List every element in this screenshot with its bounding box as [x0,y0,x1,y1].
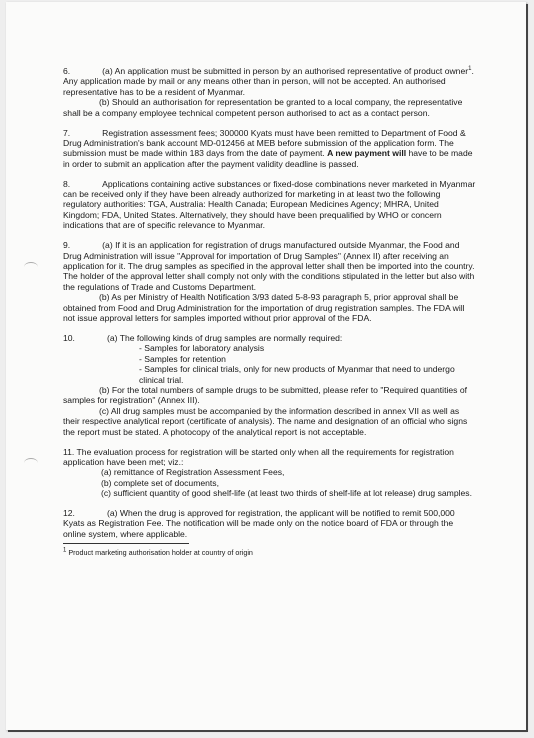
punch-hole-mark [24,458,38,468]
paragraph-8-text: Applications containing active substances or fixed-dose combinations never marketed in Myanmar can be received only if they have been already authorized for marketing in at least two the following regulatory authorities: TGA, Australia: Health Canada; European Medicines Agency; MHRA, United Kingdom; FDA, United States. Alternatively, they should have been prequalified by WHO or concern indications that are of specific relevance to Myanmar. [63,178,476,231]
list-item: - Samples for laboratory analysis [139,343,265,354]
paragraph-10a: (a) The following kinds of drug samples are normally required: [106,332,343,343]
page-edge-right [526,4,528,732]
paragraph-6b: (b) Should an authorisation for representation be granted to a local company, the representative shall be a company employee technical competent person authorised to act as a contact person. [63,97,463,118]
list-item: (a) remittance of Registration Assessment Fees, [101,467,285,478]
paragraph-10b: (b) For the total numbers of sample drugs to be submitted, please refer to "Required quantities of samples for registration" (Annex III). [63,384,467,406]
paragraph-number: 10. [63,332,75,343]
paragraph-11-text: 11. The evaluation process for registration will be started only when all the requirements for registration application have been met; viz.: [63,446,454,467]
list-item: - Samples for clinical trials, only for new products of Myanmar that need to undergo clinical trial. [139,364,455,385]
footnote-ref: 1 [468,66,472,73]
paragraph-9a: (a) If it is an application for registration of drugs manufactured outside Myanmar, the Food and Drug Administration will issue "Approval for importation of Drug Samples" (Annex II) after receiving an application for it. The drug samples as specified in the approval letter shall then be imported into the country. The holder of the approval letter shall comply not only with the conditions stipulated in the letter but also with the regulations of Trade and Customs Department. [63,240,475,292]
paragraph-8 [63,179,477,231]
paragraph-number: 12. [63,508,75,519]
page-edge-bottom [8,730,528,732]
footnote-divider [63,543,189,544]
paragraph-number: 7. [63,127,71,138]
paragraph-12a: (a) When the drug is approved for registration, the applicant will be notified to remit 500,000 Kyats as Registration Fee. The notification will be made only on the notice board of FDA or through the online system, where applicable. [63,508,455,539]
paragraph-number: 6. [63,66,71,76]
paragraph-12 [63,508,477,539]
list-item: - Samples for retention [139,353,226,364]
list-item: (b) complete set of documents, [101,477,219,488]
paragraph-10c: (c) All drug samples must be accompanied by the information described in annex VII as well as their respective analytical report (certificate of analysis). The name and designation of an official who signs the report must be stated. A photocopy of the analytical report is not acceptable. [63,405,468,437]
footnote-number: 1 [63,547,67,554]
paragraph-7 [63,128,477,170]
paragraph-7-bold: A new payment will [327,148,407,159]
paragraph-9b: (b) As per Ministry of Health Notification 3/93 dated 5-8-93 paragraph 5, prior approval shall be obtained from Food and Drug Administration for the importation of drug registration samples. The FDA will not issue approval letters for samples imported without prior approval of the FDA. [63,292,465,324]
paragraph-6a: (a) An application must be submitted in person by an authorised representative of product owner [102,66,469,76]
footnote [63,548,477,557]
punch-hole-mark [24,262,38,272]
paragraph-10 [63,333,477,437]
paragraph-number: 9. [63,240,71,251]
paragraph-11 [63,447,477,499]
paragraph-7-rest: have to be made in order to submit an application after the payment validity deadline is passed. [63,148,473,169]
paragraph-7-text: Registration assessment fees; 300000 Kyats must have been remitted to Department of Food & Drug Administration's bank account MD-012456 at MEB before submission of the application form. The submission must be made within 183 days from the date of payment. [63,127,466,159]
paragraph-9 [63,240,477,323]
sample-list [63,343,477,385]
requirement-list [63,467,477,498]
paragraph-6a-rest: . Any application made by mail or any means other than in person, will not be accepted. An authorised representative has to be a resident of Myanmar. [63,66,474,97]
paragraph-6 [63,66,477,118]
footnote-text: Product marketing authorisation holder at country of origin [68,548,253,558]
paragraph-number: 8. [63,178,71,189]
list-item: (c) sufficient quantity of good shelf-life (at least two thirds of shelf-life at lot release) drug samples. [101,488,472,499]
document-body [63,66,477,557]
